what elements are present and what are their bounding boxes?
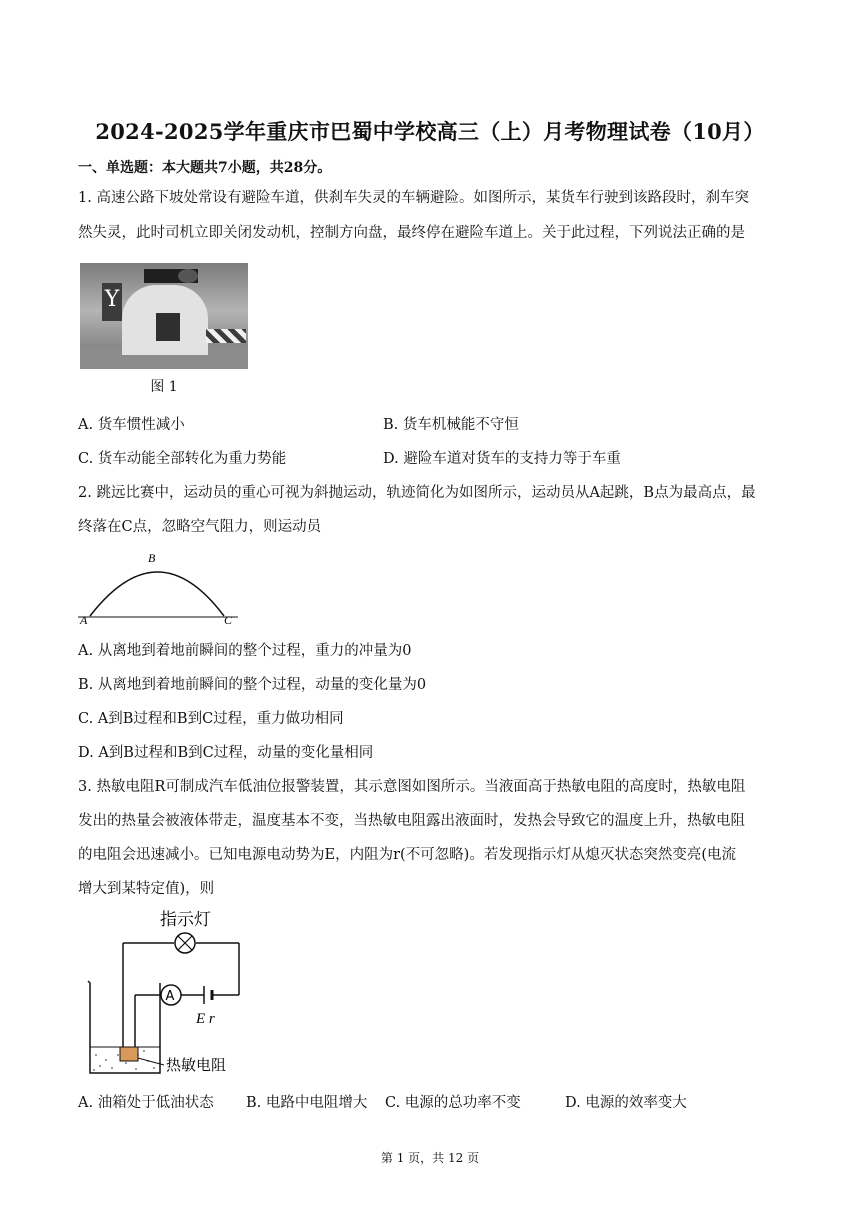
- q1-option-c: C. 货车动能全部转化为重力势能: [78, 451, 287, 467]
- section-heading: 一、单选题：本大题共7小题，共28分。: [78, 160, 332, 176]
- q1-text-line-1: 1. 高速公路下坡处常设有避险车道，供刹车失灵的车辆避险。如图所示，某货车行驶到该路段时，刹车突: [78, 190, 749, 206]
- q3-text-line-3: 的电阻会迅速减小。已知电源电动势为E，内阻为r(不可忽略)。若发现指示灯从熄灭状态突然变亮(电流: [78, 847, 736, 863]
- q1-option-d: D. 避险车道对货车的支持力等于车重: [383, 451, 621, 467]
- q1-option-a: A. 货车惯性减小: [78, 417, 185, 433]
- q2-trajectory-figure: [78, 548, 248, 630]
- q3-option-b: B. 电路中电阻增大: [246, 1095, 368, 1111]
- q3-thermistor-label: 热敏电阻: [166, 1056, 227, 1074]
- q2-label-a: A: [80, 613, 88, 627]
- q1-option-b: B. 货车机械能不守恒: [383, 417, 519, 433]
- q2-option-c: C. A到B过程和B到C过程，重力做功相同: [78, 711, 344, 727]
- q2-text-line-2: 终落在C点，忽略空气阻力，则运动员: [78, 519, 322, 535]
- q3-lamp-label: 指示灯: [160, 910, 211, 930]
- q2-option-a: A. 从离地到着地前瞬间的整个过程，重力的冲量为0: [78, 643, 412, 659]
- q3-text-line-2: 发出的热量会被液体带走，温度基本不变，当热敏电阻露出液面时，发热会导致它的温度上升，热敏电阻: [78, 813, 745, 829]
- q2-option-b: B. 从离地到着地前瞬间的整个过程，动量的变化量为0: [78, 677, 427, 693]
- q1-text-line-2: 然失灵，此时司机立即关闭发动机，控制方向盘，最终停在避险车道上。关于此过程，下列说法正确的是: [78, 225, 745, 241]
- q3-text-line-4: 增大到某特定值)，则: [78, 881, 215, 897]
- q2-option-d: D. A到B过程和B到C过程，动量的变化量相同: [78, 745, 374, 761]
- q1-figure-caption: 图 1: [150, 379, 178, 395]
- q2-label-c: C: [224, 613, 233, 627]
- q1-photo-escape-lane: Y: [80, 263, 248, 369]
- q3-emf-label: E r: [196, 1011, 215, 1027]
- q2-label-b: B: [148, 551, 156, 565]
- q3-option-c: C. 电源的总功率不变: [385, 1095, 521, 1111]
- q3-option-a: A. 油箱处于低油状态: [78, 1095, 214, 1111]
- q3-circuit-diagram: [78, 905, 253, 1080]
- page-title: 2024-2025学年重庆市巴蜀中学校高三（上）月考物理试卷（10月）: [95, 119, 765, 144]
- q3-option-d: D. 电源的效率变大: [565, 1095, 687, 1111]
- q2-text-line-1: 2. 跳远比赛中，运动员的重心可视为斜抛运动，轨迹简化为如图所示，运动员从A起跳，B点为最高点，最: [78, 485, 756, 501]
- q3-text-line-1: 3. 热敏电阻R可制成汽车低油位报警装置，其示意图如图所示。当液面高于热敏电阻的高度时，热敏电阻: [78, 779, 746, 795]
- q3-ammeter-label: A: [165, 989, 175, 1004]
- page-footer: 第 1 页，共 12 页: [380, 1151, 480, 1165]
